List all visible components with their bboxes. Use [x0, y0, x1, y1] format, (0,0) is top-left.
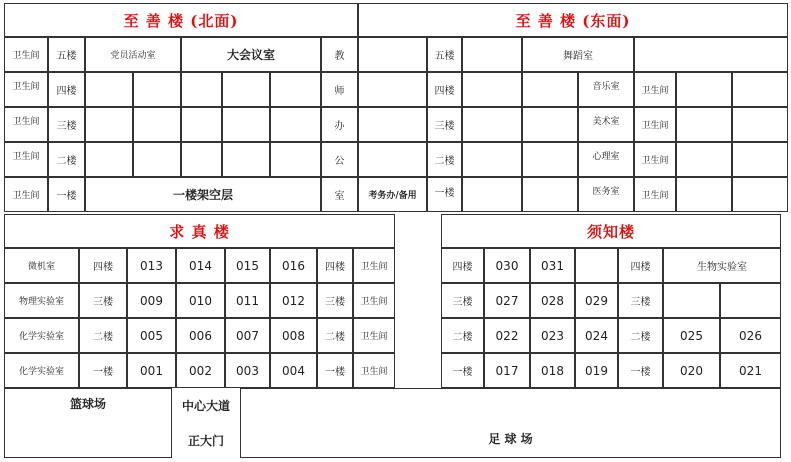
empty-room	[85, 72, 133, 107]
floor-label: 一楼	[441, 353, 484, 388]
teacher-office-char: 室	[321, 177, 358, 212]
party-activity-room: 党员活动室	[85, 37, 181, 72]
empty-room	[133, 72, 181, 107]
classroom-number	[663, 283, 720, 318]
classroom-number: 016	[270, 248, 317, 283]
empty-room	[133, 142, 181, 177]
special-room: 美术室	[578, 107, 634, 142]
east-wing-title: 至 善 楼 (东面)	[358, 3, 788, 37]
floor-label: 五楼	[48, 37, 85, 72]
empty-room	[181, 142, 222, 177]
floor-label: 二楼	[441, 318, 484, 353]
empty-room	[358, 107, 427, 142]
empty-room	[732, 72, 788, 107]
floor-label: 一楼	[317, 353, 353, 388]
restroom-label: 卫生间	[4, 177, 48, 212]
restroom-label: 卫生间	[353, 283, 395, 318]
lab-name: 物理实验室	[4, 283, 79, 318]
floor-label: 二楼	[79, 318, 127, 353]
classroom-number: 015	[225, 248, 270, 283]
empty-room	[732, 177, 788, 212]
xuzhi-title: 须知楼	[441, 214, 781, 248]
restroom-label: 卫生间	[353, 353, 395, 388]
floor-label: 四楼	[618, 248, 663, 283]
classroom-number	[720, 283, 781, 318]
empty-room	[133, 107, 181, 142]
classroom-number: 022	[484, 318, 530, 353]
floor-label: 三楼	[427, 107, 462, 142]
empty-room	[462, 37, 522, 72]
north-wing-title: 至 善 楼 (北面)	[4, 3, 358, 37]
floor-label: 四楼	[79, 248, 127, 283]
floor-label: 五楼	[427, 37, 462, 72]
restroom-label: 卫生间	[353, 248, 395, 283]
classroom-number: 004	[270, 353, 317, 388]
empty-room	[222, 107, 270, 142]
classroom-number: 002	[176, 353, 225, 388]
classroom-number: 005	[127, 318, 176, 353]
empty-room	[358, 72, 427, 107]
classroom-number: 026	[720, 318, 781, 353]
restroom-label: 卫生间	[634, 177, 676, 212]
ground-floor-open-space: 一楼架空层	[85, 177, 321, 212]
classroom-number: 008	[270, 318, 317, 353]
empty-room	[222, 142, 270, 177]
floor-label: 四楼	[317, 248, 353, 283]
classroom-number: 001	[127, 353, 176, 388]
special-room: 医务室	[578, 177, 634, 212]
empty-room	[358, 37, 427, 72]
classroom-number: 018	[530, 353, 575, 388]
classroom-number: 014	[176, 248, 225, 283]
floor-label: 二楼	[48, 142, 85, 177]
biology-lab: 生物实验室	[663, 248, 781, 283]
lab-name: 微机室	[4, 248, 79, 283]
empty-room	[270, 142, 321, 177]
empty-room	[676, 72, 732, 107]
classroom-number: 019	[575, 353, 618, 388]
football-field: 足 球 场	[240, 388, 781, 458]
classroom-number: 030	[484, 248, 530, 283]
floor-label: 一楼	[48, 177, 85, 212]
classroom-number: 028	[530, 283, 575, 318]
floor-label: 二楼	[317, 318, 353, 353]
exam-office: 考务办/备用	[358, 177, 427, 212]
teacher-office-char: 师	[321, 72, 358, 107]
restroom-label: 卫生间	[4, 37, 48, 72]
lab-name: 化学实验室	[4, 318, 79, 353]
main-gate: 正大门	[187, 434, 224, 448]
restroom-label: 卫生间	[634, 72, 676, 107]
empty-room	[85, 142, 133, 177]
floor-label: 一楼	[427, 177, 462, 212]
restroom-label: 卫生间	[634, 107, 676, 142]
classroom-number: 020	[663, 353, 720, 388]
empty-room	[634, 37, 788, 72]
empty-room	[522, 72, 578, 107]
floor-label: 四楼	[48, 72, 85, 107]
restroom-label: 卫生间	[4, 72, 48, 107]
empty-room	[732, 107, 788, 142]
classroom-number: 011	[225, 283, 270, 318]
floor-label: 三楼	[441, 283, 484, 318]
floor-label: 三楼	[48, 107, 85, 142]
empty-room	[522, 177, 578, 212]
classroom-number: 007	[225, 318, 270, 353]
empty-room	[462, 177, 522, 212]
empty-room	[676, 142, 732, 177]
classroom-number: 009	[127, 283, 176, 318]
empty-room	[732, 142, 788, 177]
central-avenue: 中心大道	[181, 399, 230, 413]
empty-room	[462, 107, 522, 142]
restroom-label: 卫生间	[4, 107, 48, 142]
classroom-number: 025	[663, 318, 720, 353]
floor-label: 三楼	[317, 283, 353, 318]
empty-room	[522, 142, 578, 177]
classroom-number: 027	[484, 283, 530, 318]
classroom-number	[575, 248, 618, 283]
floor-label: 四楼	[427, 72, 462, 107]
classroom-number: 021	[720, 353, 781, 388]
conference-room: 大会议室	[181, 37, 321, 72]
empty-room	[222, 72, 270, 107]
restroom-label: 卫生间	[353, 318, 395, 353]
classroom-number: 006	[176, 318, 225, 353]
empty-room	[85, 107, 133, 142]
classroom-number: 023	[530, 318, 575, 353]
floor-label: 一楼	[618, 353, 663, 388]
classroom-number: 031	[530, 248, 575, 283]
empty-room	[676, 107, 732, 142]
restroom-label: 卫生间	[4, 142, 48, 177]
empty-room	[676, 177, 732, 212]
floor-label: 三楼	[79, 283, 127, 318]
classroom-number: 013	[127, 248, 176, 283]
special-room: 音乐室	[578, 72, 634, 107]
teacher-office-char: 公	[321, 142, 358, 177]
floor-label: 一楼	[79, 353, 127, 388]
empty-room	[462, 72, 522, 107]
dance-room: 舞蹈室	[522, 37, 634, 72]
classroom-number: 003	[225, 353, 270, 388]
qiuzhen-title: 求 真 楼	[4, 214, 395, 248]
restroom-label: 卫生间	[634, 142, 676, 177]
basketball-court: 篮球场	[4, 388, 172, 458]
teacher-office-char: 教	[321, 37, 358, 72]
floor-label: 四楼	[441, 248, 484, 283]
empty-room	[270, 107, 321, 142]
empty-room	[181, 107, 222, 142]
classroom-number: 010	[176, 283, 225, 318]
empty-room	[181, 72, 222, 107]
floor-label: 三楼	[618, 283, 663, 318]
teacher-office-char: 办	[321, 107, 358, 142]
empty-room	[270, 72, 321, 107]
classroom-number: 024	[575, 318, 618, 353]
classroom-number: 017	[484, 353, 530, 388]
empty-room	[462, 142, 522, 177]
floor-label: 二楼	[427, 142, 462, 177]
lab-name: 化学实验室	[4, 353, 79, 388]
floor-label: 二楼	[618, 318, 663, 353]
empty-room	[522, 107, 578, 142]
classroom-number: 029	[575, 283, 618, 318]
special-room: 心理室	[578, 142, 634, 177]
empty-room	[358, 142, 427, 177]
classroom-number: 012	[270, 283, 317, 318]
